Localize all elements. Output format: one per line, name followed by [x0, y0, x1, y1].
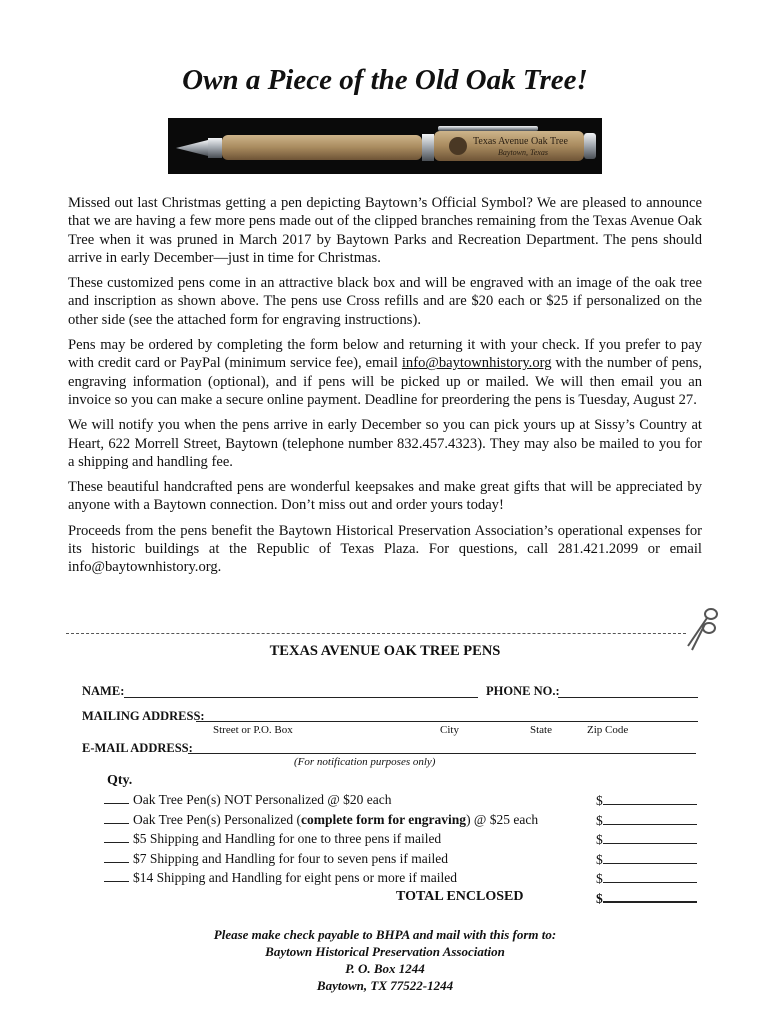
mailing-instructions: [0, 926, 770, 994]
phone-label: PHONE NO.:: [486, 684, 560, 698]
city-hint: City: [440, 724, 459, 736]
name-label: NAME:: [82, 684, 125, 698]
pen-engraving-line2: Baytown, Texas: [498, 148, 548, 157]
qty-field[interactable]: [104, 803, 129, 804]
qty-field[interactable]: [104, 862, 129, 863]
qty-label: Qty.: [107, 773, 133, 788]
mailing-address-label: MAILING ADDRESS:: [82, 709, 205, 723]
phone-field[interactable]: [558, 697, 698, 698]
order-item: Oak Tree Pen(s) Personalized (complete form for engraving) @ $25 each: [104, 812, 538, 828]
paragraph-keepsake: These beautiful handcrafted pens are wonderful keepsakes and make great gifts that will be appreciated by anyone with a Baytown connection. Don’t miss out and order yours today!: [68, 479, 702, 514]
amount-field[interactable]: $: [596, 870, 697, 887]
order-item: Oak Tree Pen(s) NOT Personalized @ $20 each: [104, 792, 392, 808]
email-hint: (For notification purposes only): [294, 756, 436, 768]
footer-line-1: Please make check payable to BHPA and mail with this form to:: [213, 927, 557, 942]
footer-line-4: Baytown, TX 77522-1244: [316, 978, 454, 993]
cut-line: [66, 633, 686, 634]
total-enclosed-label: TOTAL ENCLOSED: [396, 889, 524, 904]
qty-field[interactable]: [104, 823, 129, 824]
order-item: $7 Shipping and Handling for four to seven pens if mailed: [104, 851, 448, 867]
oak-tree-engraving-icon: [449, 137, 467, 155]
amount-field[interactable]: $: [596, 812, 697, 829]
email-address-label: E-MAIL ADDRESS:: [82, 741, 193, 755]
mailing-address-field[interactable]: [196, 721, 698, 722]
amount-field[interactable]: $: [596, 792, 697, 809]
amount-field[interactable]: $: [596, 851, 697, 868]
paragraph-pricing: These customized pens come in an attractive black box and will be engraved with an image of the oak tree and inscription as shown above. The pens use Cross refills and are $20 each or $25 if personalized on the other side (see the attached form for engraving instructions).: [68, 275, 702, 328]
zip-hint: Zip Code: [587, 724, 629, 736]
pen-engraving-line1: Texas Avenue Oak Tree: [473, 136, 568, 147]
state-hint: State: [530, 724, 552, 736]
total-amount-field[interactable]: $: [596, 889, 697, 907]
qty-field[interactable]: [104, 842, 129, 843]
amount-field[interactable]: $: [596, 831, 697, 848]
paragraph-pickup: We will notify you when the pens arrive in early December so you can pick yours up at Sissy’s Country at Heart, 622 Morrell Street, Baytown (telephone number 832.457.4323). They may also be mailed to you for a shipping and handling fee.: [68, 417, 702, 470]
paragraph-proceeds: Proceeds from the pens benefit the Baytown Historical Preservation Association’s operational expenses for its historic buildings at the Republic of Texas Plaza. For questions, call 281.421.2099 or email info@baytownhistory.org.: [68, 522, 702, 576]
footer-line-3: P. O. Box 1244: [345, 961, 425, 976]
order-item: $5 Shipping and Handling for one to three pens if mailed: [104, 831, 441, 847]
form-title: TEXAS AVENUE OAK TREE PENS: [269, 643, 501, 659]
name-field[interactable]: [124, 697, 478, 698]
qty-field[interactable]: [104, 881, 129, 882]
footer-line-2: Baytown Historical Preservation Association: [265, 944, 505, 959]
page-title: Own a Piece of the Old Oak Tree!: [182, 64, 588, 96]
email-address-field[interactable]: [188, 753, 696, 754]
pen-photo: [168, 118, 602, 174]
paragraph-intro: Missed out last Christmas getting a pen depicting Baytown’s Official Symbol? We are pleased to announce that we are having a few more pens made out of the clipped branches remaining from the Texas Avenue Oak Tree when it was pruned in March 2017 by Baytown Parks and Recreation Department. The pens should arrive in early December—just in time for Christmas.: [68, 195, 702, 266]
street-hint: Street or P.O. Box: [213, 724, 293, 736]
article-body: [68, 194, 702, 584]
email-link[interactable]: info@baytownhistory.org: [401, 355, 552, 372]
paragraph-ordering: Pens may be ordered by completing the form below and returning it with your check. If you prefer to pay with credit card or PayPal (minimum service fee), email info@baytownhistory.org with the number of pens, engraving information (optional), and if pens will be picked up or mailed. We will then email you an invoice so you can make a secure online payment. Deadline for preordering the pens is Tuesday, August 27.: [68, 337, 702, 408]
order-item: $14 Shipping and Handling for eight pens or more if mailed: [104, 870, 457, 886]
